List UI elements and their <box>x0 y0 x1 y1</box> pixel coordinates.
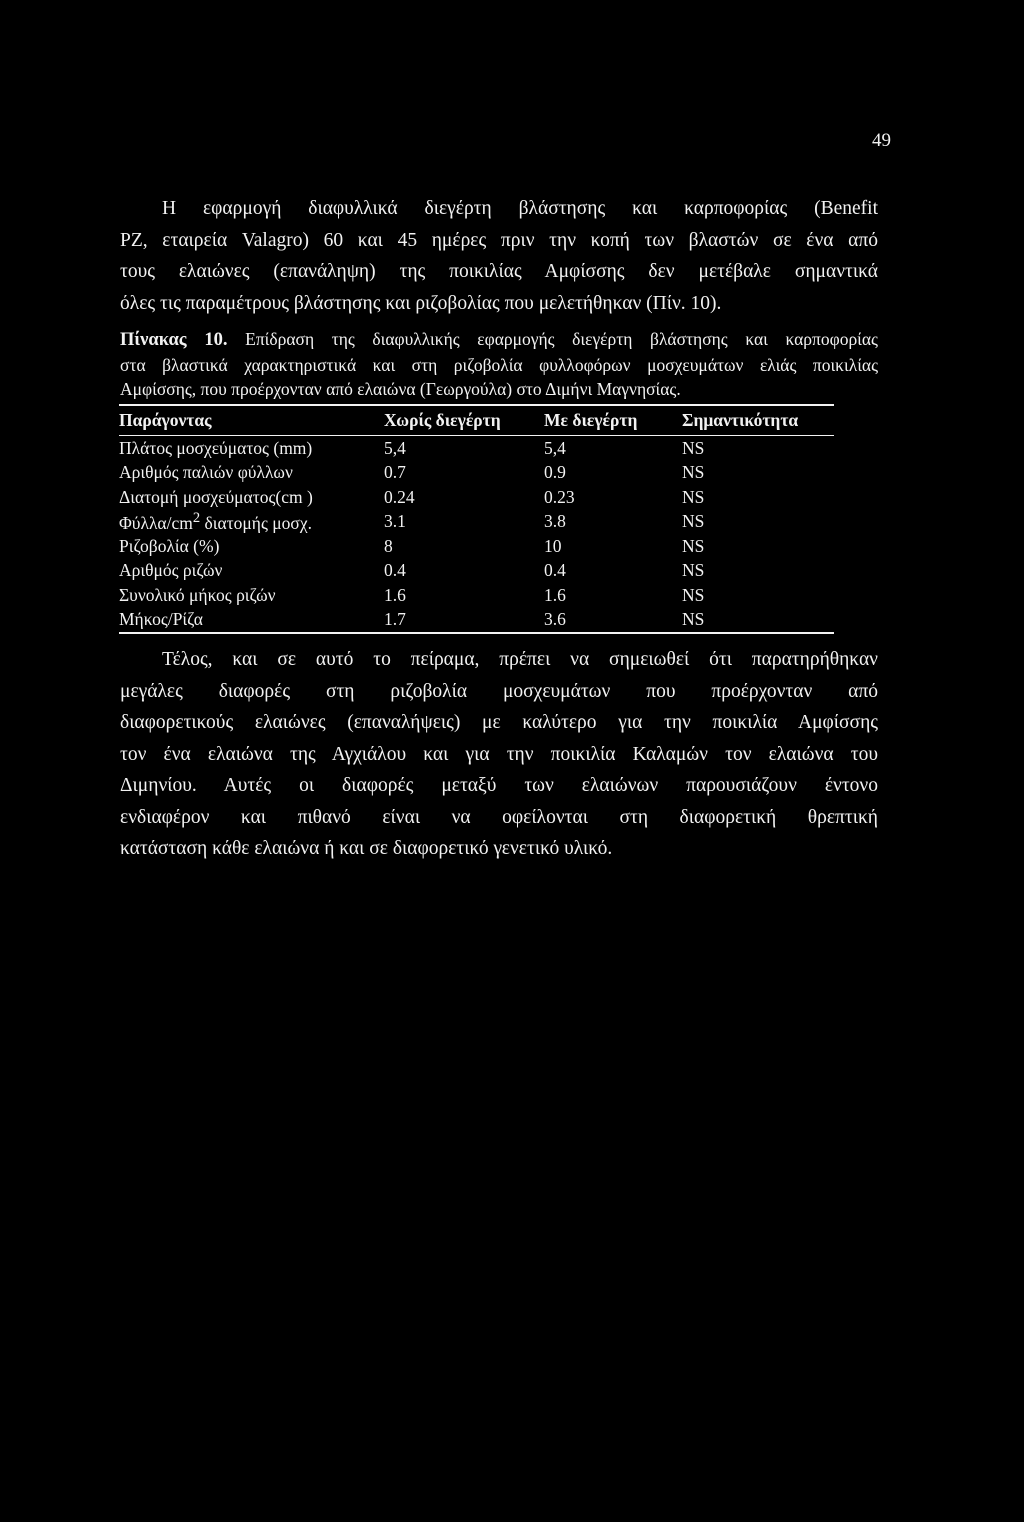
row-factor-base: Φύλλα/cm <box>119 512 193 533</box>
table-row <box>119 510 834 535</box>
caption-line-1 <box>120 327 878 353</box>
caption-label: Πίνακας 10. <box>120 330 228 350</box>
row-factor: Ριζοβολία (%) <box>119 535 220 556</box>
row-with: 5,4 <box>544 437 566 458</box>
row-factor: Πλάτος μοσχεύματος (mm) <box>119 437 313 458</box>
row-without: 0.7 <box>384 462 406 483</box>
row-significance: NS <box>682 535 705 556</box>
row-significance: NS <box>682 511 705 532</box>
conclusion-line-6: ενδιαφέρον και πιθανό είναι να οφείλονται στη διαφορετική θρεπτική <box>120 806 878 828</box>
row-significance: NS <box>682 486 705 507</box>
row-without: 0.24 <box>384 486 415 507</box>
row-factor: Συνολικό μήκος ριζών <box>119 584 276 605</box>
row-factor <box>119 510 384 535</box>
row-factor: Αριθμός παλιών φύλλων <box>119 462 293 483</box>
intro-line-4: όλες τις παραμέτρους βλάστησης και ριζοβολίας που μελετήθηκαν (Πίν. 10). <box>120 292 722 314</box>
header-without-stimulant: Χωρίς διεγέρτη <box>384 409 501 430</box>
row-without: 0.4 <box>384 560 406 581</box>
conclusion-line-3: διαφορετικούς ελαιώνες (επαναλήψεις) με καλύτερο για την ποικιλία Αμφίσσης <box>120 712 878 733</box>
intro-line-1: Η εφαρμογή διαφυλλικά διεγέρτη βλάστησης και καρποφορίας (Benefit <box>162 198 878 219</box>
results-table-grid <box>119 404 834 634</box>
results-table <box>119 404 834 634</box>
row-with: 0.23 <box>544 486 575 507</box>
row-with: 0.4 <box>544 560 566 581</box>
header-with-stimulant: Με διεγέρτη <box>544 409 638 430</box>
caption-line-1-text: Επίδραση της διαφυλλικής εφαρμογής διεγέρτη βλάστησης και καρποφορίας <box>227 329 878 349</box>
row-significance: NS <box>682 462 705 483</box>
caption-line-3: Αμφίσσης, που προέρχονταν από ελαιώνα (Γεωργούλα) στο Διμήνι Μαγνησίας. <box>120 379 681 399</box>
row-without: 3.1 <box>384 511 406 532</box>
table-row <box>119 436 834 461</box>
table-row <box>119 608 834 634</box>
row-significance: NS <box>682 560 705 581</box>
table-row <box>119 559 834 584</box>
conclusion-line-5: Διμηνίου. Αυτές οι διαφορές μεταξύ των ελαιώνων παρουσιάζουν έντονο <box>120 775 878 796</box>
conclusion-paragraph <box>120 644 878 865</box>
table-row <box>119 485 834 510</box>
row-without: 8 <box>384 535 393 556</box>
page-number: 49 <box>872 130 891 151</box>
row-factor: Μήκος/Ρίζα <box>119 609 203 630</box>
row-significance: NS <box>682 609 705 630</box>
row-significance: NS <box>682 584 705 605</box>
table-row <box>119 583 834 608</box>
conclusion-line-7: κατάσταση κάθε ελαιώνα ή και σε διαφορετικό γενετικό υλικό. <box>120 838 613 859</box>
row-with: 3.8 <box>544 511 566 532</box>
row-with: 1.6 <box>544 584 566 605</box>
conclusion-line-4: τον ένα ελαιώνα της Αγχιάλου και για την ποικιλία Καλαμών τον ελαιώνα του <box>120 743 878 765</box>
caption-line-2: στα βλαστικά χαρακτηριστικά και στη ριζοβολία φυλλοφόρων μοσχευμάτων ελιάς ποικιλίας <box>120 354 878 375</box>
row-without: 1.6 <box>384 584 406 605</box>
conclusion-line-1: Τέλος, και σε αυτό το πείραμα, πρέπει να σημειωθεί ότι παρατηρήθηκαν <box>162 649 878 670</box>
table-caption <box>120 327 878 402</box>
table-row <box>119 534 834 559</box>
row-significance: NS <box>682 437 705 458</box>
table-row <box>119 461 834 486</box>
intro-line-3: τους ελαιώνες (επανάληψη) της ποικιλίας Αμφίσσης δεν μετέβαλε σημαντικά <box>120 261 878 282</box>
row-factor: Αριθμός ριζών <box>119 560 223 581</box>
row-factor-superscript: 2 <box>192 509 201 526</box>
intro-line-2: PZ, εταιρεία Valagro) 60 και 45 ημέρες πριν την κοπή των βλαστών σε ένα από <box>120 229 878 251</box>
header-significance: Σημαντικότητα <box>682 409 799 430</box>
row-factor: Διατομή μοσχεύματος(cm ) <box>119 486 313 507</box>
header-factor: Παράγοντας <box>119 409 212 430</box>
intro-paragraph <box>120 193 878 319</box>
row-with: 10 <box>544 535 562 556</box>
row-with: 3.6 <box>544 609 566 630</box>
conclusion-line-2: μεγάλες διαφορές στη ριζοβολία μοσχευμάτων που προέρχονταν από <box>120 680 878 702</box>
table-header-row <box>119 405 834 436</box>
row-without: 5,4 <box>384 437 406 458</box>
row-factor-suffix: διατομής μοσχ. <box>200 512 312 533</box>
row-without: 1.7 <box>384 609 406 630</box>
row-with: 0.9 <box>544 462 566 483</box>
